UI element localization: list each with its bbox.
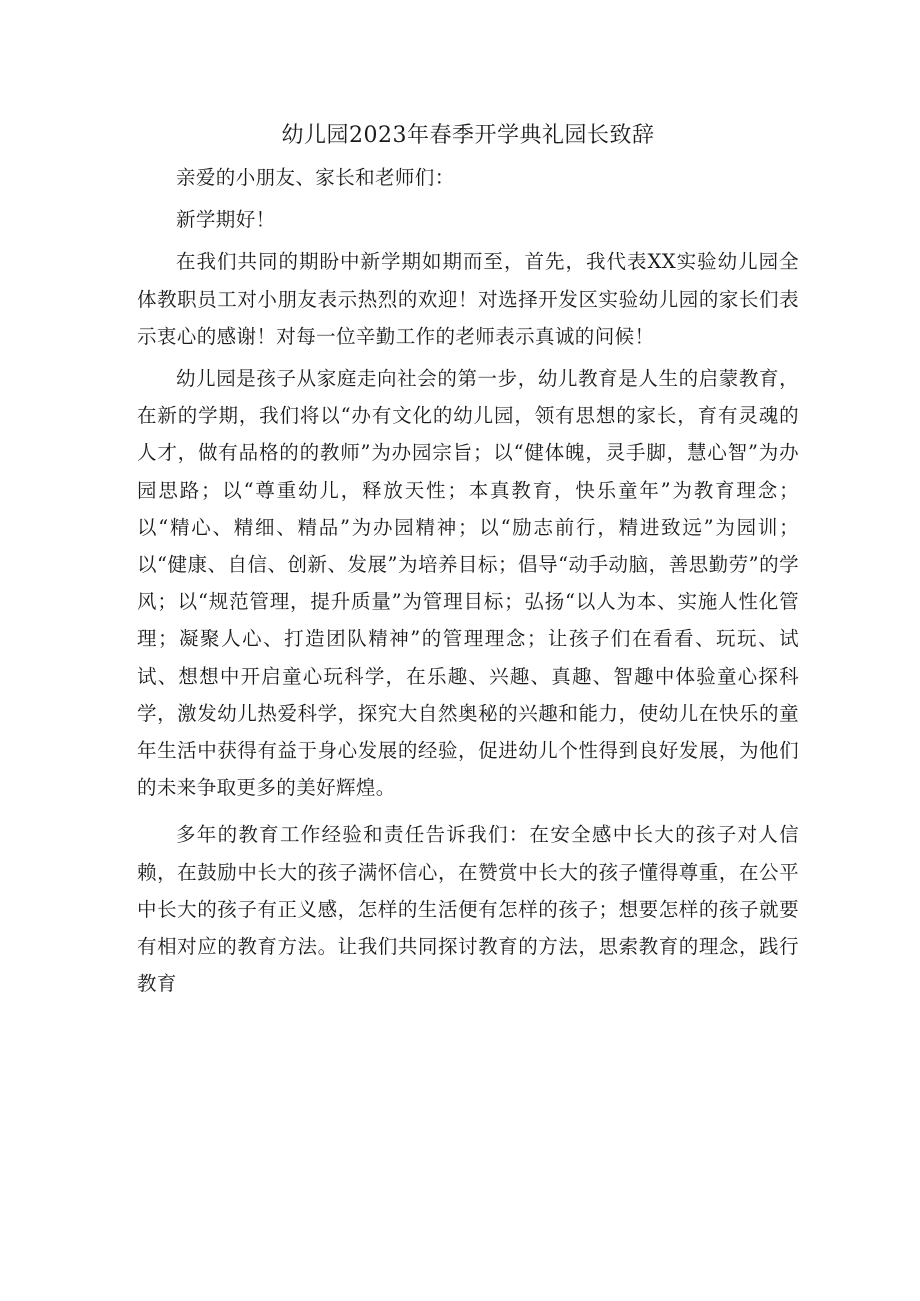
salutation-paragraph: 亲爱的小朋友、家长和老师们： (176, 166, 455, 189)
experience-paragraph: 多年的教育工作经验和责任告诉我们：在安全感中长大的孩子对人信赖，在鼓励中长大的孩子满怀信心，在赞赏中长大的孩子懂得尊重，在公平中长大的孩子有正义感，怎样的生活便有怎样的孩子；想要怎样的孩子就要有相对应的教育方法。让我们共同探讨教育的方法，思索教育的理念，践行教育 (137, 823, 799, 996)
philosophy-paragraph: 幼儿园是孩子从家庭走向社会的第一步，幼儿教育是人生的启蒙教育，在新的学期，我们将以“办有文化的幼儿园，领有思想的家长，育有灵魂的人才，做有品格的的教师”为办园宗旨；以“健体魄，灵手脚，慧心智”为办园思路；以“尊重幼儿，释放天性；本真教育，快乐童年”为教育理念；以“精心、精细、精品”为办园精神；以“励志前行，精进致远”为园训；以“健康、自信、创新、发展”为培养目标；倡导“动手动脑，善思勤劳”的学风；以“规范管理，提升质量”为管理目标；弘扬“以人为本、实施人性化管理；凝聚人心、打造团队精神”的管理理念；让孩子们在看看、玩玩、试试、想想中开启童心玩科学，在乐趣、兴趣、真趣、智趣中体验童心探科学，激发幼儿热爱科学，探究大自然奥秘的兴趣和能力，使幼儿在快乐的童年生活中获得有益于身心发展的经验，促进幼儿个性得到良好发展，为他们的未来争取更多的美好辉煌。 (137, 367, 799, 800)
document-page (137, 118, 799, 1002)
welcome-paragraph: 在我们共同的期盼中新学期如期而至，首先，我代表XX实验幼儿园全体教职员工对小朋友表示热烈的欢迎！对选择开发区实验幼儿园的家长们表示衷心的感谢！对每一位辛勤工作的老师表示真诚的问候！ (137, 250, 799, 348)
document-title: 幼儿园2023年春季开学典礼园长致辞 (281, 123, 655, 148)
greeting-paragraph: 新学期好！ (176, 208, 276, 232)
